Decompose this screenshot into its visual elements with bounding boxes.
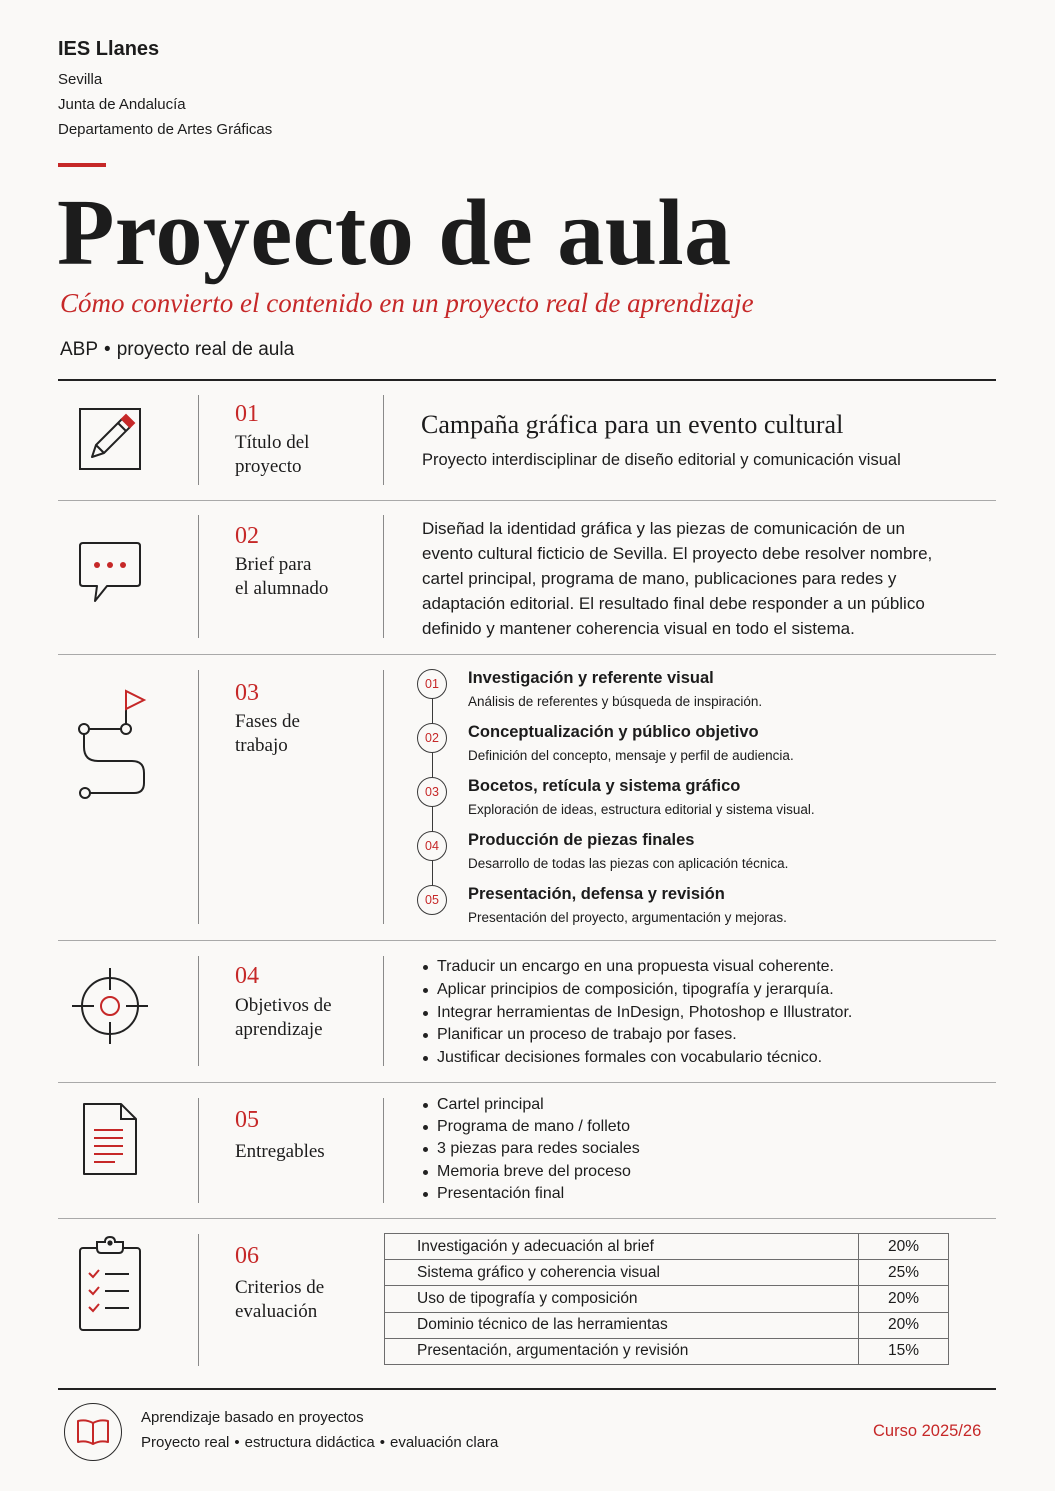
section-label	[235, 1140, 325, 1164]
phase-description: Desarrollo de todas las piezas con aplicación técnica.	[468, 856, 789, 871]
project-subtitle: Proyecto interdisciplinar de diseño editorial y comunicación visual	[422, 451, 901, 469]
criterion-cell: Sistema gráfico y coherencia visual	[385, 1260, 859, 1286]
list-item: Justificar decisiones formales con vocabulario técnico.	[422, 1047, 852, 1070]
separator-dot: •	[379, 1434, 385, 1451]
section-divider	[58, 1082, 996, 1083]
separator	[198, 670, 199, 924]
section-number: 06	[235, 1243, 259, 1269]
criterion-cell: Presentación, argumentación y revisión	[385, 1338, 859, 1364]
section-number: 05	[235, 1107, 259, 1133]
page-subtitle: Cómo convierto el contenido en un proyecto real de aprendizaje	[60, 288, 754, 318]
brief-line: cartel principal, programa de mano, publicaciones para redes y	[422, 569, 897, 588]
weight-cell: 20%	[859, 1234, 949, 1260]
chat-bubble-icon	[68, 536, 152, 608]
section-label	[235, 1276, 324, 1324]
criterion-cell: Dominio técnico de las herramientas	[385, 1312, 859, 1338]
weight-cell: 20%	[859, 1312, 949, 1338]
phase-description: Exploración de ideas, estructura editorial y sistema visual.	[468, 802, 815, 817]
tagline	[60, 339, 294, 361]
footer-item: estructura didáctica	[244, 1434, 375, 1451]
footer-line-1: Aprendizaje basado en proyectos	[141, 1409, 364, 1426]
brief-line: adaptación editorial. El resultado final debe responder a un público	[422, 594, 925, 613]
separator	[383, 956, 384, 1066]
section-divider	[58, 654, 996, 655]
section-divider	[58, 1218, 996, 1219]
footer-item: evaluación clara	[389, 1434, 499, 1451]
phase-number: 01	[417, 669, 447, 699]
brief-text	[422, 516, 982, 641]
separator	[383, 1098, 384, 1203]
separator	[198, 395, 199, 485]
section-label	[235, 994, 332, 1042]
table-row	[385, 1338, 949, 1364]
phase-number: 04	[417, 831, 447, 861]
phase-number: 02	[417, 723, 447, 753]
section-label-line: trabajo	[235, 735, 288, 756]
section-label-line: el alumnado	[235, 578, 329, 599]
section-label	[235, 553, 328, 601]
tagline-text: proyecto real de aula	[116, 339, 295, 360]
header-divider	[58, 379, 996, 381]
footer-divider	[58, 1388, 996, 1390]
separator	[383, 515, 384, 638]
page-title: Proyecto de aula	[57, 181, 732, 285]
list-item: Presentación final	[422, 1183, 640, 1205]
footer-line-2	[141, 1434, 498, 1451]
separator-dot: •	[234, 1434, 240, 1451]
phase-title: Conceptualización y público objetivo	[468, 723, 759, 741]
section-divider	[58, 500, 996, 501]
phase-list	[416, 667, 986, 937]
phase-item	[416, 667, 986, 721]
phase-item	[416, 721, 986, 775]
section-label-line: aprendizaje	[235, 1019, 323, 1040]
evaluation-table	[384, 1233, 949, 1365]
section-label-line: Entregables	[235, 1141, 325, 1162]
phase-item	[416, 775, 986, 829]
table-row	[385, 1286, 949, 1312]
phase-number: 03	[417, 777, 447, 807]
target-icon	[68, 966, 152, 1046]
section-label-line: Título del	[235, 432, 310, 453]
table-row	[385, 1260, 949, 1286]
pencil-icon	[68, 402, 152, 476]
criterion-cell: Investigación y adecuación al brief	[385, 1234, 859, 1260]
accent-bar	[58, 163, 106, 167]
separator	[198, 956, 199, 1066]
section-label-line: Fases de	[235, 711, 300, 732]
clipboard-checklist-icon	[68, 1236, 152, 1332]
section-number: 01	[235, 401, 259, 427]
phase-title: Producción de piezas finales	[468, 831, 695, 849]
list-item: Integrar herramientas de InDesign, Photoshop e Illustrator.	[422, 1002, 852, 1025]
phase-title: Bocetos, retícula y sistema gráfico	[468, 777, 741, 795]
section-label-line: Brief para	[235, 554, 312, 575]
separator	[383, 395, 384, 485]
phase-description: Definición del concepto, mensaje y perfil de audiencia.	[468, 748, 794, 763]
list-item: Memoria breve del proceso	[422, 1161, 640, 1183]
school-city: Sevilla	[58, 71, 103, 88]
route-flag-icon	[68, 686, 152, 802]
section-divider	[58, 940, 996, 941]
school-department: Departamento de Artes Gráficas	[58, 121, 273, 138]
tagline-abp: ABP	[60, 339, 99, 360]
brief-line: definido y mantener coherencia visual en todo el sistema.	[422, 619, 855, 638]
phase-item	[416, 829, 986, 883]
phase-title: Presentación, defensa y revisión	[468, 885, 725, 903]
list-item: Aplicar principios de composición, tipografía y jerarquía.	[422, 979, 852, 1002]
brief-line: Diseñad la identidad gráfica y las piezas de comunicación de un	[422, 519, 905, 538]
section-label	[235, 710, 300, 758]
table-row	[385, 1312, 949, 1338]
brief-line: evento cultural ficticio de Sevilla. El proyecto debe resolver nombre,	[422, 544, 933, 563]
project-title: Campaña gráfica para un evento cultural	[421, 410, 844, 439]
separator-dot: •	[104, 339, 111, 360]
section-number: 02	[235, 523, 259, 549]
open-book-icon	[64, 1403, 122, 1461]
separator	[198, 1098, 199, 1203]
section-number: 04	[235, 963, 259, 989]
list-item: Traducir un encargo en una propuesta visual coherente.	[422, 956, 852, 979]
weight-cell: 15%	[859, 1338, 949, 1364]
section-label-line: Criterios de	[235, 1277, 325, 1298]
school-name: IES Llanes	[58, 38, 160, 60]
separator	[383, 670, 384, 924]
school-details	[58, 67, 272, 142]
weight-cell: 20%	[859, 1286, 949, 1312]
section-label-line: proyecto	[235, 456, 302, 477]
phase-description: Análisis de referentes y búsqueda de inspiración.	[468, 694, 763, 709]
section-number: 03	[235, 680, 259, 706]
phase-item	[416, 883, 986, 937]
phase-description: Presentación del proyecto, argumentación y mejoras.	[468, 910, 787, 925]
criterion-cell: Uso de tipografía y composición	[385, 1286, 859, 1312]
section-label-line: evaluación	[235, 1301, 318, 1322]
separator	[198, 1234, 199, 1366]
section-label	[235, 431, 309, 479]
phase-title: Investigación y referente visual	[468, 669, 714, 687]
document-icon	[68, 1102, 152, 1176]
phase-number: 05	[417, 885, 447, 915]
school-region: Junta de Andalucía	[58, 96, 186, 113]
weight-cell: 25%	[859, 1260, 949, 1286]
separator	[198, 515, 199, 638]
list-item: Programa de mano / folleto	[422, 1116, 640, 1138]
course-label: Curso 2025/26	[873, 1422, 982, 1440]
table-row	[385, 1234, 949, 1260]
list-item: Planificar un proceso de trabajo por fases.	[422, 1024, 852, 1047]
deliverables-list	[422, 1094, 640, 1205]
footer-item: Proyecto real	[141, 1434, 230, 1451]
list-item: Cartel principal	[422, 1094, 640, 1116]
list-item: 3 piezas para redes sociales	[422, 1138, 640, 1160]
objectives-list	[422, 956, 852, 1070]
section-label-line: Objetivos de	[235, 995, 332, 1016]
